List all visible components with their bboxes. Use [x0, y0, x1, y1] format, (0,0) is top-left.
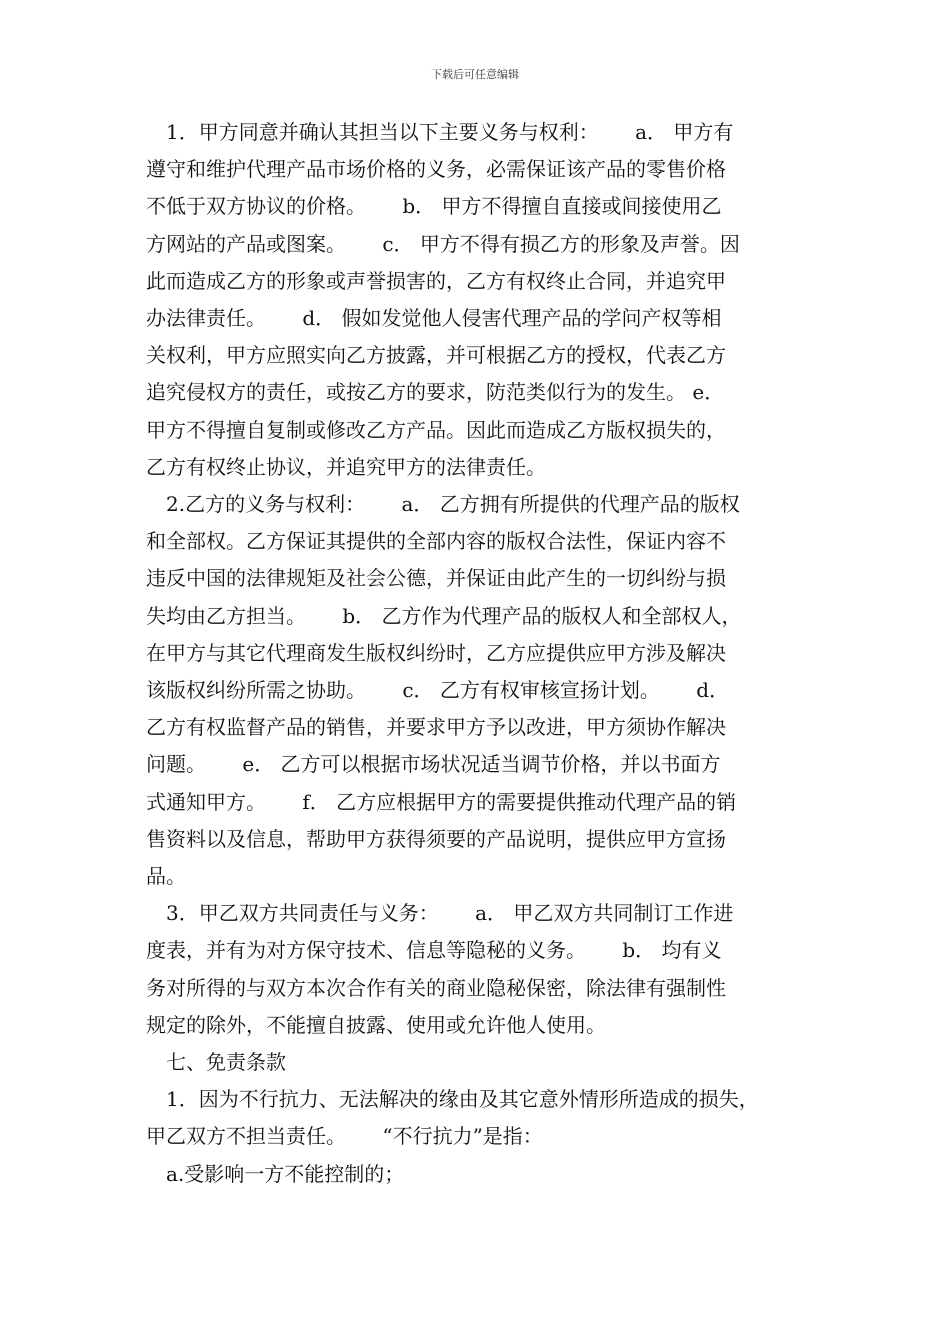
- text-line: 品。: [146, 864, 186, 889]
- page-header: 下载后可任意编辑: [431, 68, 519, 81]
- text-line: 该版权纠纷所需之协助。 c． 乙方有权审核宣扬计划。 d．: [146, 678, 730, 703]
- text-line: 乙方有权终止协议，并追究甲方的法律责任。: [146, 454, 546, 479]
- text-line: 关权利，甲方应照实向乙方披露，并可根据乙方的授权，代表乙方: [146, 343, 726, 368]
- text-line: 问题。 e． 乙方可以根据市场状况适当调节价格，并以书面方: [146, 752, 721, 777]
- paragraph: [146, 895, 812, 1044]
- text-line: 违反中国的法律规矩及社会公德，并保证由此产生的一切纠纷与损: [146, 566, 726, 591]
- text-line: 七、免责条款: [166, 1050, 286, 1075]
- text-line: 1．甲方同意并确认其担当以下主要义务与权利： a． 甲方有: [166, 120, 734, 144]
- text-line: 式通知甲方。 f． 乙方应根据甲方的需要提供推动代理产品的销: [146, 789, 737, 814]
- text-line: 遵守和维护代理产品市场价格的义务，必需保证该产品的零售价格: [146, 157, 726, 182]
- text-line: 方网站的产品或图案。 c． 甲方不得有损乙方的形象及声誉。因: [146, 231, 740, 256]
- paragraph: [146, 114, 812, 486]
- document-body: [146, 114, 812, 1193]
- text-line: 规定的除外，不能擅自披露、使用或允许他人使用。: [146, 1012, 606, 1037]
- paragraph: [146, 1044, 812, 1081]
- text-line: 甲乙双方不担当责任。 “不行抗力”是指：: [146, 1124, 543, 1149]
- paragraph: [146, 1081, 812, 1155]
- text-line: 失均由乙方担当。 b． 乙方作为代理产品的版权人和全部权人，: [146, 603, 742, 628]
- text-line: 度表，并有为对方保守技术、信息等隐秘的义务。 b． 均有义: [146, 938, 722, 963]
- text-line: 乙方有权监督产品的销售，并要求甲方予以改进，甲方须协作解决: [146, 715, 726, 740]
- text-line: 3．甲乙双方共同责任与义务： a． 甲乙双方共同制订工作进: [166, 901, 734, 926]
- text-line: 2.乙方的义务与权利： a． 乙方拥有所提供的代理产品的版权: [166, 492, 740, 517]
- text-line: 不低于双方协议的价格。 b． 甲方不得擅自直接或间接使用乙: [146, 194, 722, 219]
- text-line: 1．因为不行抗力、无法解决的缘由及其它意外情形所造成的损失，: [166, 1087, 759, 1112]
- text-line: a.受影响一方不能控制的；: [166, 1161, 405, 1186]
- text-line: 务对所得的与双方本次合作有关的商业隐秘保密，除法律有强制性: [146, 975, 726, 1000]
- paragraph: [146, 486, 812, 895]
- text-line: 追究侵权方的责任，或按乙方的要求，防范类似行为的发生。 e．: [146, 380, 725, 405]
- text-line: 此而造成乙方的形象或声誉损害的，乙方有权终止合同，并追究甲: [146, 268, 726, 293]
- text-line: 办法律责任。 d． 假如发觉他人侵害代理产品的学问产权等相: [146, 306, 722, 331]
- paragraph: [146, 1156, 812, 1193]
- text-line: 售资料以及信息，帮助甲方获得须要的产品说明，提供应甲方宣扬: [146, 826, 726, 851]
- text-line: 在甲方与其它代理商发生版权纠纷时，乙方应提供应甲方涉及解决: [146, 640, 726, 665]
- text-line: 和全部权。乙方保证其提供的全部内容的版权合法性，保证内容不: [146, 529, 726, 554]
- text-line: 甲方不得擅自复制或修改乙方产品。因此而造成乙方版权损失的，: [146, 417, 726, 442]
